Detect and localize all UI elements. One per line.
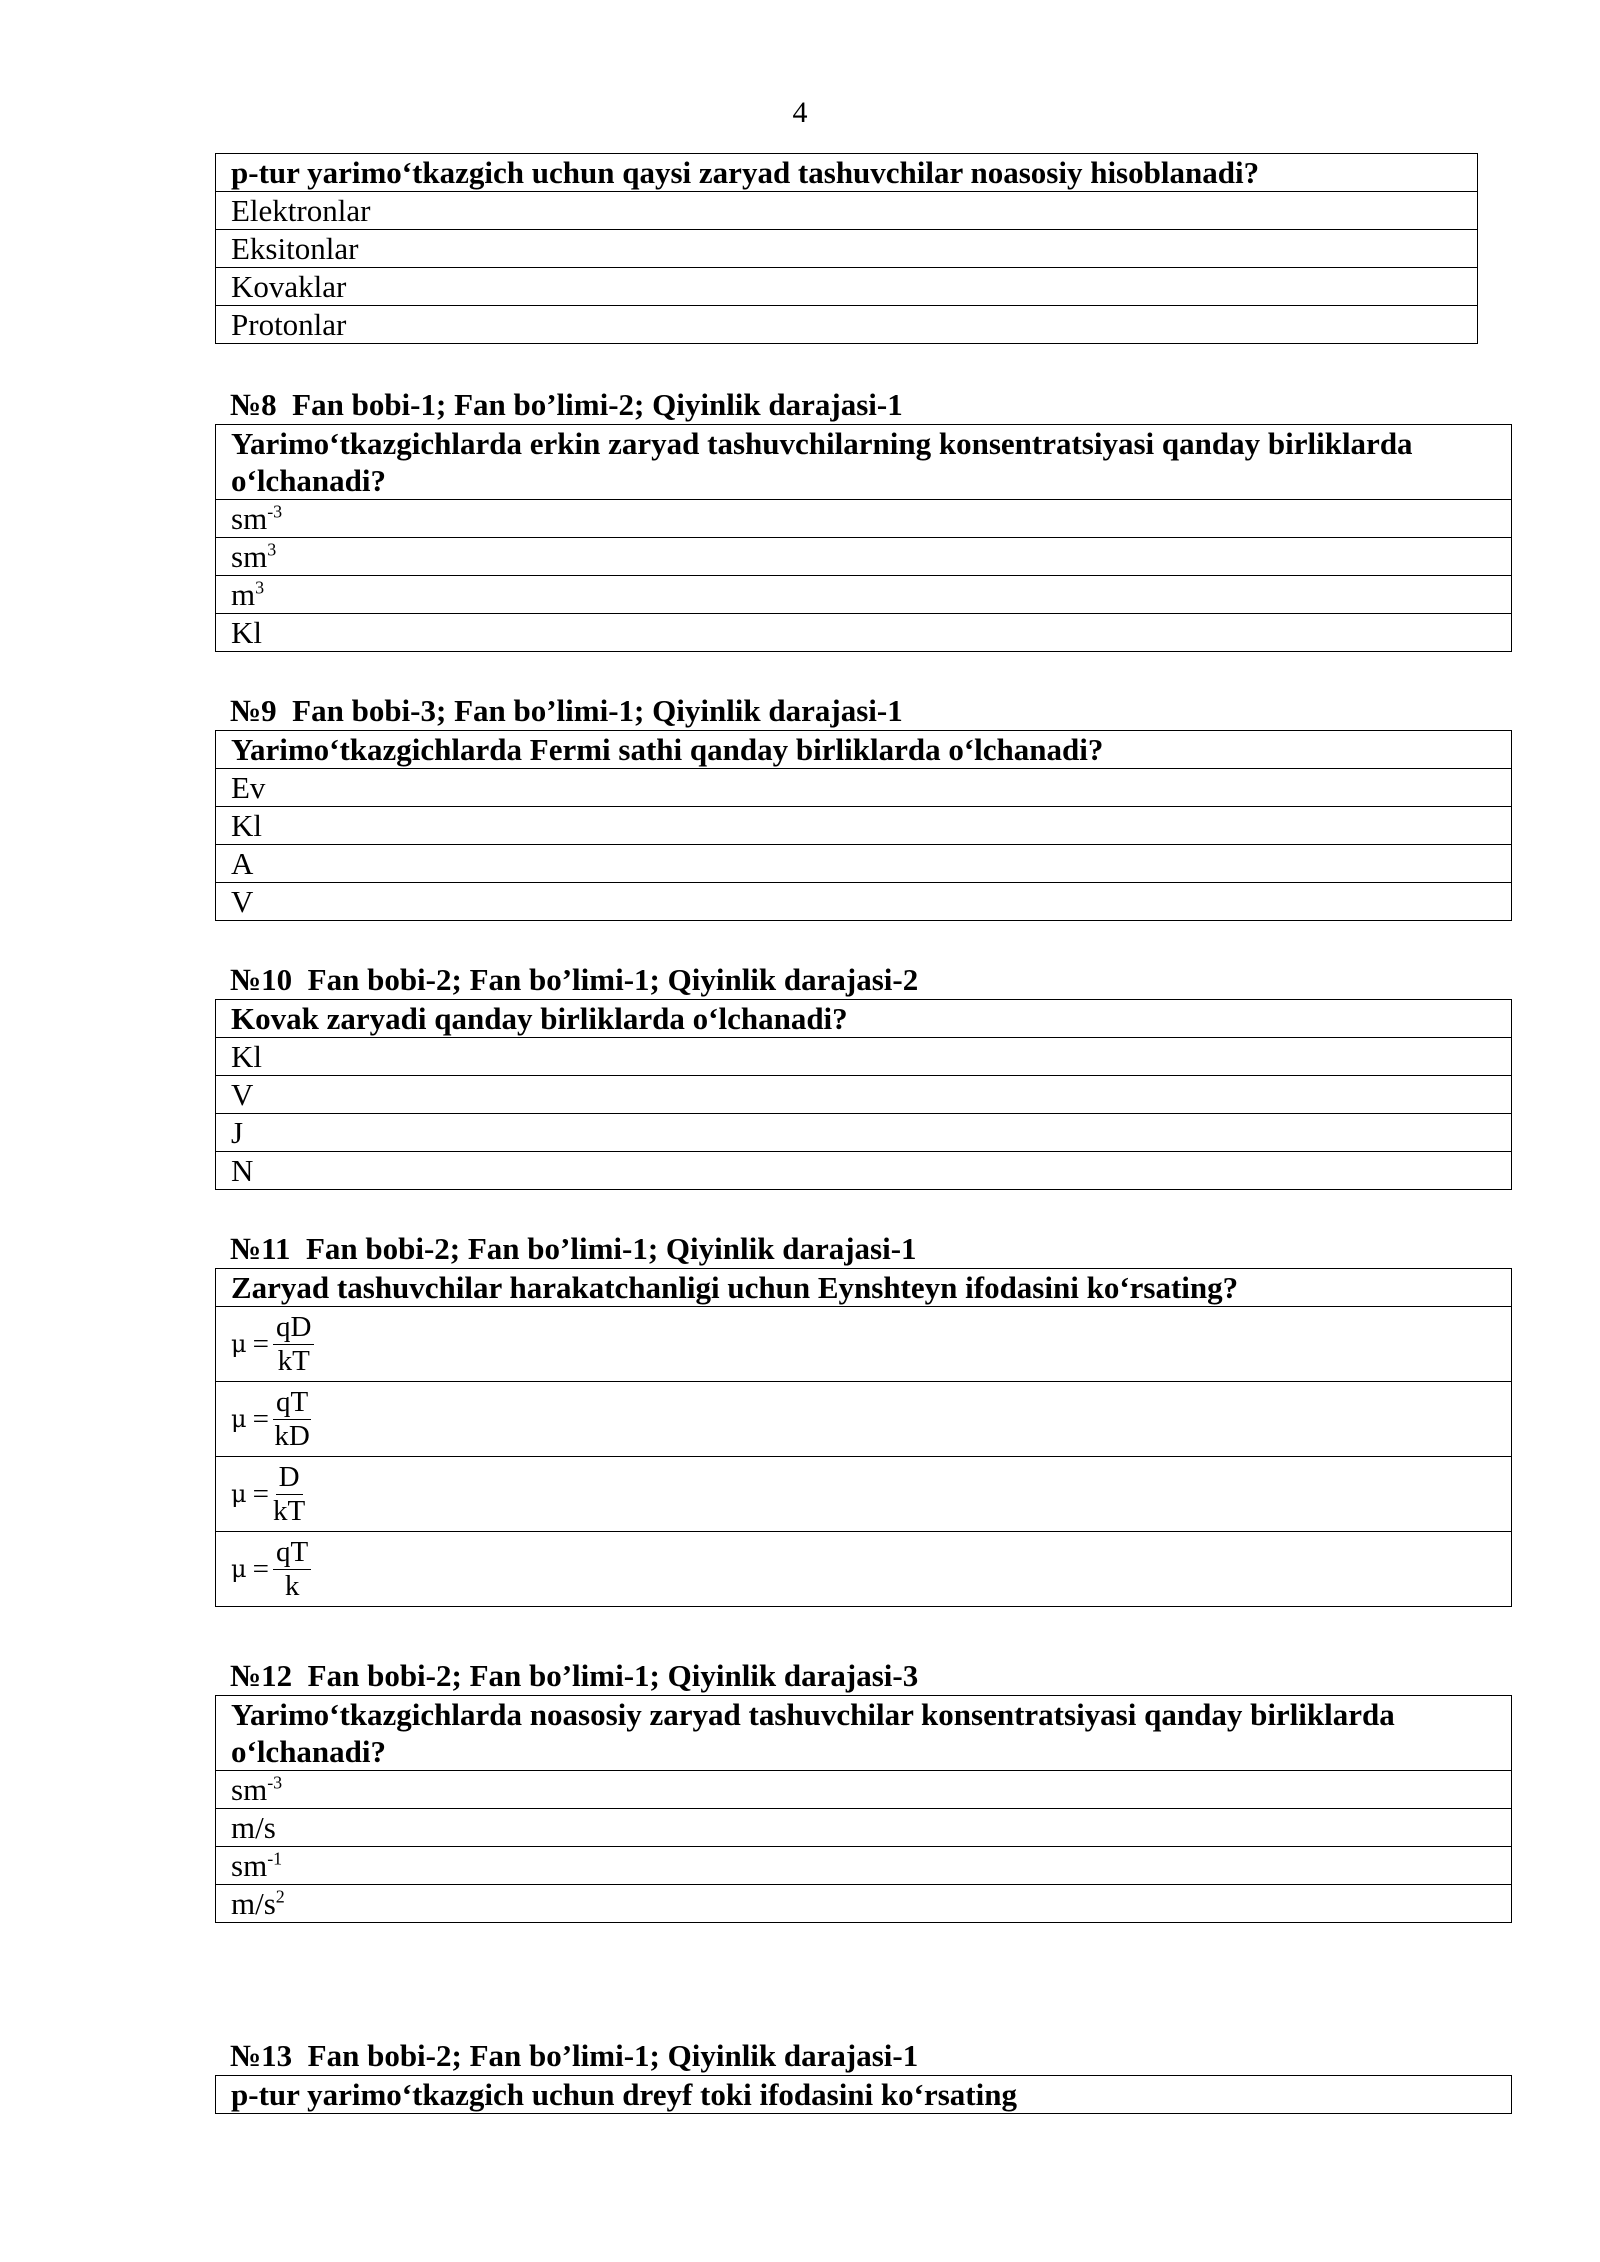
question-text-10: Kovak zaryadi qanday birliklarda o‘lchanadi?: [216, 1000, 1512, 1038]
answer-option: J: [216, 1114, 1512, 1152]
question-block-12: [215, 1657, 1512, 1923]
answer-option: V: [216, 1076, 1512, 1114]
answer-option: [216, 500, 1512, 538]
unit-base: m: [231, 577, 256, 612]
unit-base: m/s: [231, 1886, 276, 1921]
formula: [231, 1461, 305, 1528]
unit-base: sm: [231, 539, 268, 574]
answer-option: Elektronlar: [216, 192, 1478, 230]
answer-option: [216, 1307, 1512, 1382]
answer-option: [216, 576, 1512, 614]
question-heading-10: №10 Fan bobi-2; Fan bo’limi-1; Qiyinlik darajasi-2: [230, 962, 919, 997]
unit-base: sm: [231, 1848, 268, 1883]
answer-option: [216, 1382, 1512, 1457]
question-table-8: [215, 424, 1512, 652]
mu-symbol: μ: [231, 1404, 247, 1433]
fraction: [273, 1311, 314, 1378]
question-table-9: [215, 730, 1512, 921]
denominator: kT: [272, 1494, 306, 1527]
answer-option: Eksitonlar: [216, 230, 1478, 268]
question-block-10: [215, 961, 1512, 1190]
denominator: kD: [274, 1419, 310, 1452]
mu-symbol: μ: [231, 1329, 247, 1358]
question-heading-9: №9 Fan bobi-3; Fan bo’limi-1; Qiyinlik darajasi-1: [230, 693, 903, 728]
unit-base: sm: [231, 501, 268, 536]
unit-exponent: -1: [267, 1848, 283, 1869]
answer-option: [216, 1809, 1512, 1847]
question-heading-11: №11 Fan bobi-2; Fan bo’limi-1; Qiyinlik darajasi-1: [230, 1231, 917, 1266]
question-table-13: [215, 2075, 1512, 2114]
equals-sign: =: [252, 1477, 269, 1510]
question-text-8: Yarimo‘tkazgichlarda erkin zaryad tashuvchilarning konsentratsiyasi qanday birliklarda o‘lchanadi?: [216, 425, 1512, 500]
answer-option: Kl: [216, 807, 1512, 845]
unit-exponent: 3: [255, 577, 265, 598]
answer-option: A: [216, 845, 1512, 883]
question-table-12: [215, 1695, 1512, 1923]
question-block-7: [215, 153, 1478, 344]
numerator: qT: [273, 1386, 311, 1420]
question-text-12: Yarimo‘tkazgichlarda noasosiy zaryad tashuvchilar konsentratsiyasi qanday birliklarda o‘lchanadi?: [216, 1696, 1512, 1771]
mu-symbol: μ: [231, 1479, 247, 1508]
question-text-11: Zaryad tashuvchilar harakatchanligi uchun Eynshteyn ifodasini ko‘rsating?: [216, 1269, 1512, 1307]
question-block-13: [215, 2037, 1512, 2114]
answer-option: [216, 538, 1512, 576]
equals-sign: =: [252, 1327, 269, 1360]
unit-exponent: -3: [267, 1772, 283, 1793]
answer-option: [216, 1771, 1512, 1809]
question-text-9: Yarimo‘tkazgichlarda Fermi sathi qanday birliklarda o‘lchanadi?: [216, 731, 1512, 769]
answer-option: N: [216, 1152, 1512, 1190]
unit-exponent: 3: [267, 539, 277, 560]
fraction: [273, 1461, 305, 1528]
denominator: k: [284, 1569, 300, 1602]
equals-sign: =: [252, 1552, 269, 1585]
question-text-7: p-tur yarimo‘tkazgich uchun qaysi zaryad tashuvchilar noasosiy hisoblanadi?: [216, 154, 1478, 192]
question-table-7: [215, 153, 1478, 344]
unit-base: m/s: [231, 1810, 276, 1845]
answer-option: Ev: [216, 769, 1512, 807]
question-table-10: [215, 999, 1512, 1190]
answer-option: [216, 1885, 1512, 1923]
equals-sign: =: [252, 1402, 269, 1435]
answer-option: [216, 1847, 1512, 1885]
question-heading-13: №13 Fan bobi-2; Fan bo’limi-1; Qiyinlik darajasi-1: [230, 2038, 919, 2073]
question-block-9: [215, 692, 1512, 921]
answer-option: V: [216, 883, 1512, 921]
answer-option: [216, 1457, 1512, 1532]
unit-base: Kl: [231, 615, 262, 650]
numerator: D: [276, 1461, 303, 1495]
formula: [231, 1311, 314, 1378]
fraction: [273, 1536, 311, 1603]
formula: [231, 1536, 311, 1603]
answer-option: [216, 614, 1512, 652]
numerator: qD: [273, 1311, 314, 1345]
answer-option: [216, 1532, 1512, 1607]
question-heading-12: №12 Fan bobi-2; Fan bo’limi-1; Qiyinlik darajasi-3: [230, 1658, 919, 1693]
mu-symbol: μ: [231, 1554, 247, 1583]
question-block-8: [215, 386, 1512, 652]
numerator: qT: [273, 1536, 311, 1570]
fraction: [273, 1386, 311, 1453]
answer-option: Kovaklar: [216, 268, 1478, 306]
question-table-11: [215, 1268, 1512, 1607]
unit-exponent: -3: [267, 501, 283, 522]
unit-base: sm: [231, 1772, 268, 1807]
denominator: kT: [277, 1344, 310, 1377]
question-text-13: p-tur yarimo‘tkazgich uchun dreyf toki ifodasini ko‘rsating: [216, 2076, 1512, 2114]
page-number: 4: [792, 96, 808, 129]
question-heading-8: №8 Fan bobi-1; Fan bo’limi-2; Qiyinlik darajasi-1: [230, 387, 903, 422]
formula: [231, 1386, 311, 1453]
question-block-11: [215, 1230, 1512, 1607]
unit-exponent: 2: [275, 1886, 285, 1907]
answer-option: Protonlar: [216, 306, 1478, 344]
answer-option: Kl: [216, 1038, 1512, 1076]
